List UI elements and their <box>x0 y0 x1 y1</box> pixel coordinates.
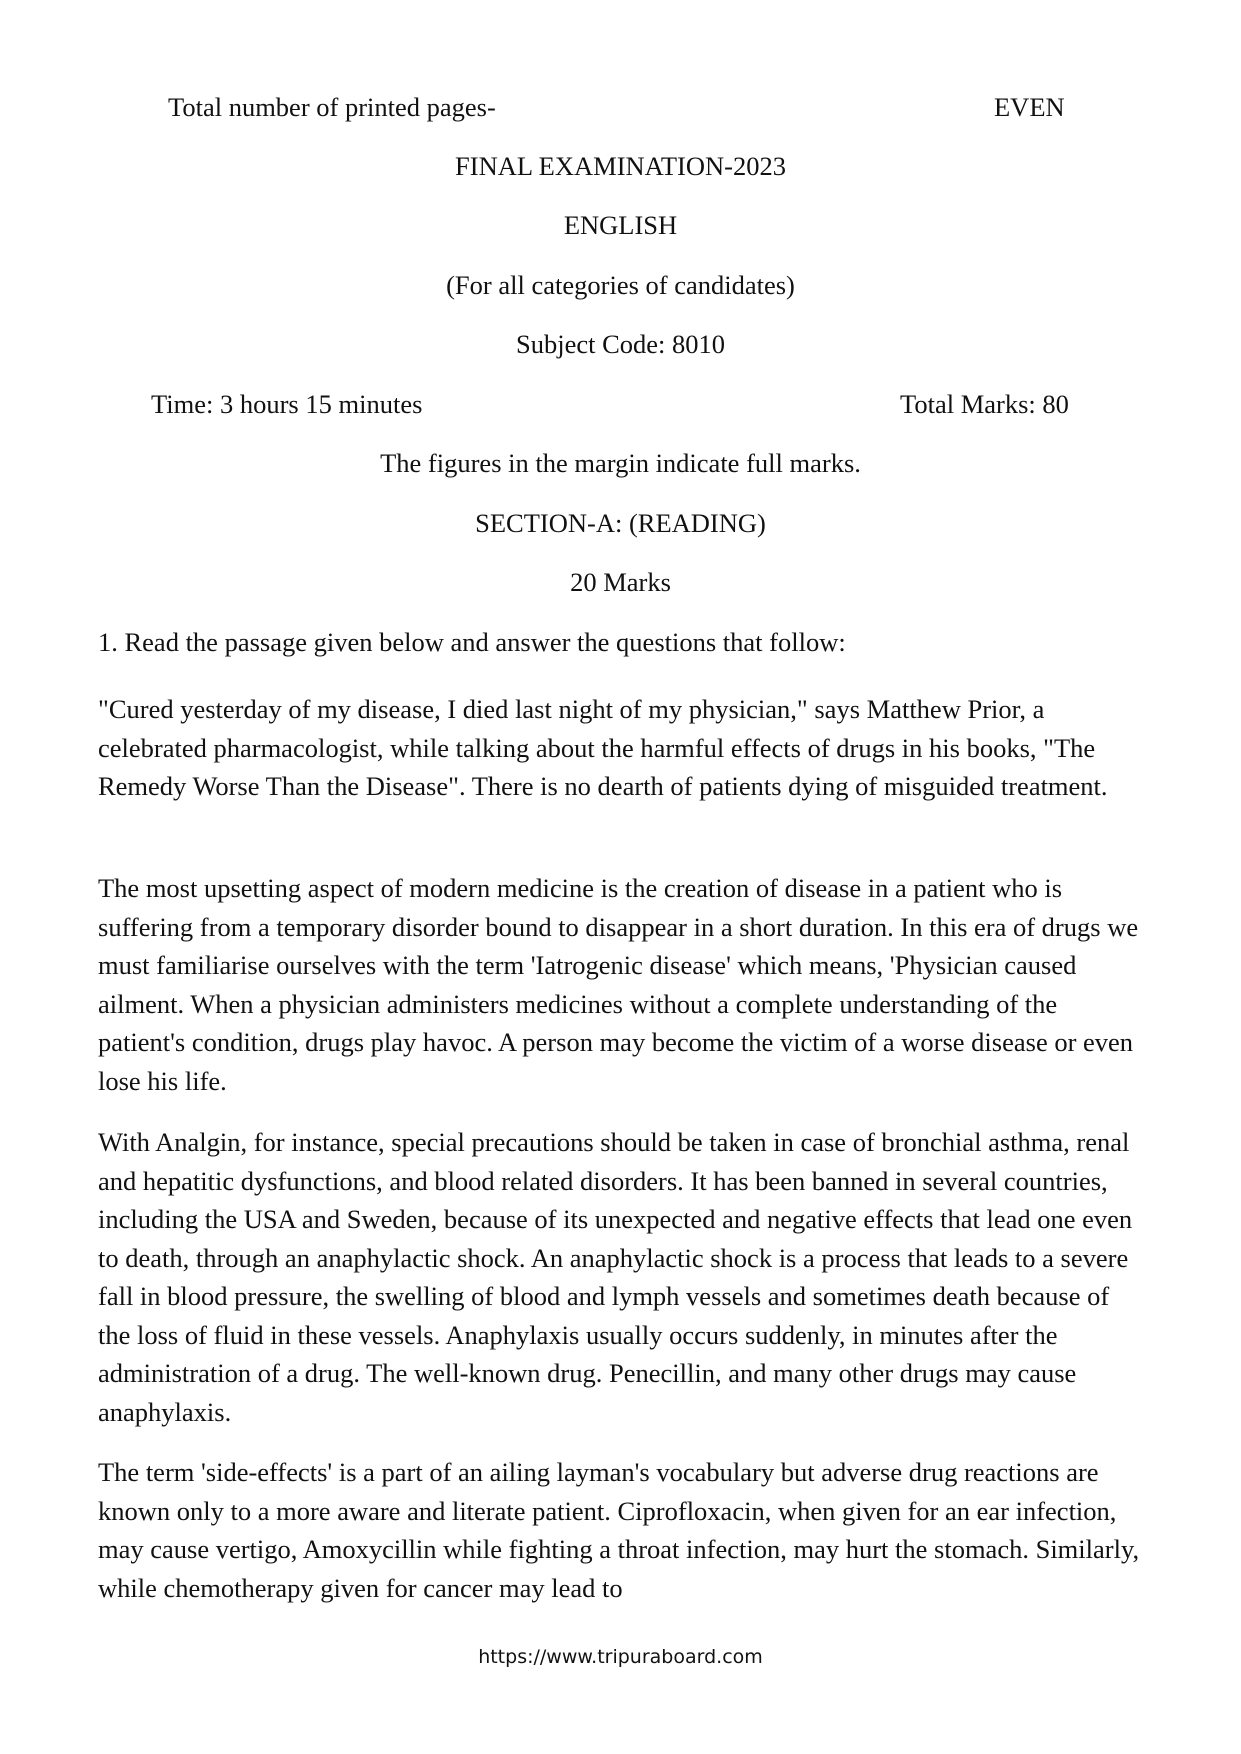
exam-title: FINAL EXAMINATION-2023 <box>455 151 786 181</box>
printed-pages-label: Total number of printed pages- <box>168 92 496 122</box>
passage-paragraph-3: With Analgin, for instance, special precautions should be taken in case of bronchial asthma, renal and hepatitic dysfunctions, and blood related disorders. It has been banned in several countries, including the USA and Sweden, because of its unexpected and negative effects that lead one even to death, through an anaphylactic shock. An anaphylactic shock is a process that leads to a severe fall in blood pressure, the swelling of blood and lymph vessels and sometimes death because of the loss of fluid in these vessels. Anaphylaxis usually occurs suddenly, in minutes after the administration of a drug. The well-known drug. Penecillin, and many other drugs may cause anaphylaxis. <box>98 1127 1133 1427</box>
section-marks: 20 Marks <box>570 567 671 597</box>
footer-url: https://www.tripuraboard.com <box>478 1646 763 1668</box>
total-marks: Total Marks: 80 <box>900 389 1069 419</box>
candidates-note: (For all categories of candidates) <box>446 270 795 300</box>
subject-title: ENGLISH <box>563 210 678 240</box>
passage-paragraph-2: The most upsetting aspect of modern medicine is the creation of disease in a patient who is suffering from a temporary disorder bound to disappear in a short duration. In this era of drugs we must familiarise ourselves with the term 'Iatrogenic disease' which means, 'Physician caused ailment. When a physician administers medicines without a complete understanding of the patient's condition, drugs play havoc. A person may become the victim of a worse disease or even lose his life. <box>98 873 1139 1096</box>
marks-instruction: The figures in the margin indicate full marks. <box>380 448 861 478</box>
passage-paragraph-1: "Cured yesterday of my disease, I died last night of my physician," says Matthew Prior, a celebrated pharmacologist, while talking about the harmful effects of drugs in his books, "The Remedy Worse Than the Disease". There is no dearth of patients dying of misguided treatment. <box>98 694 1108 801</box>
semester-label: EVEN <box>994 92 1065 122</box>
section-heading: SECTION-A: (READING) <box>475 508 766 538</box>
question-prompt: 1. Read the passage given below and answer the questions that follow: <box>98 627 846 657</box>
passage-paragraph-4: The term 'side-effects' is a part of an ailing layman's vocabulary but adverse drug reactions are known only to a more aware and literate patient. Ciprofloxacin, when given for an ear infection, may cause vertigo, Amoxycillin while fighting a throat infection, may hurt the stomach. Similarly, while chemotherapy given for cancer may lead to <box>98 1457 1140 1603</box>
subject-code: Subject Code: 8010 <box>515 329 726 359</box>
time-allowed: Time: 3 hours 15 minutes <box>151 389 423 419</box>
